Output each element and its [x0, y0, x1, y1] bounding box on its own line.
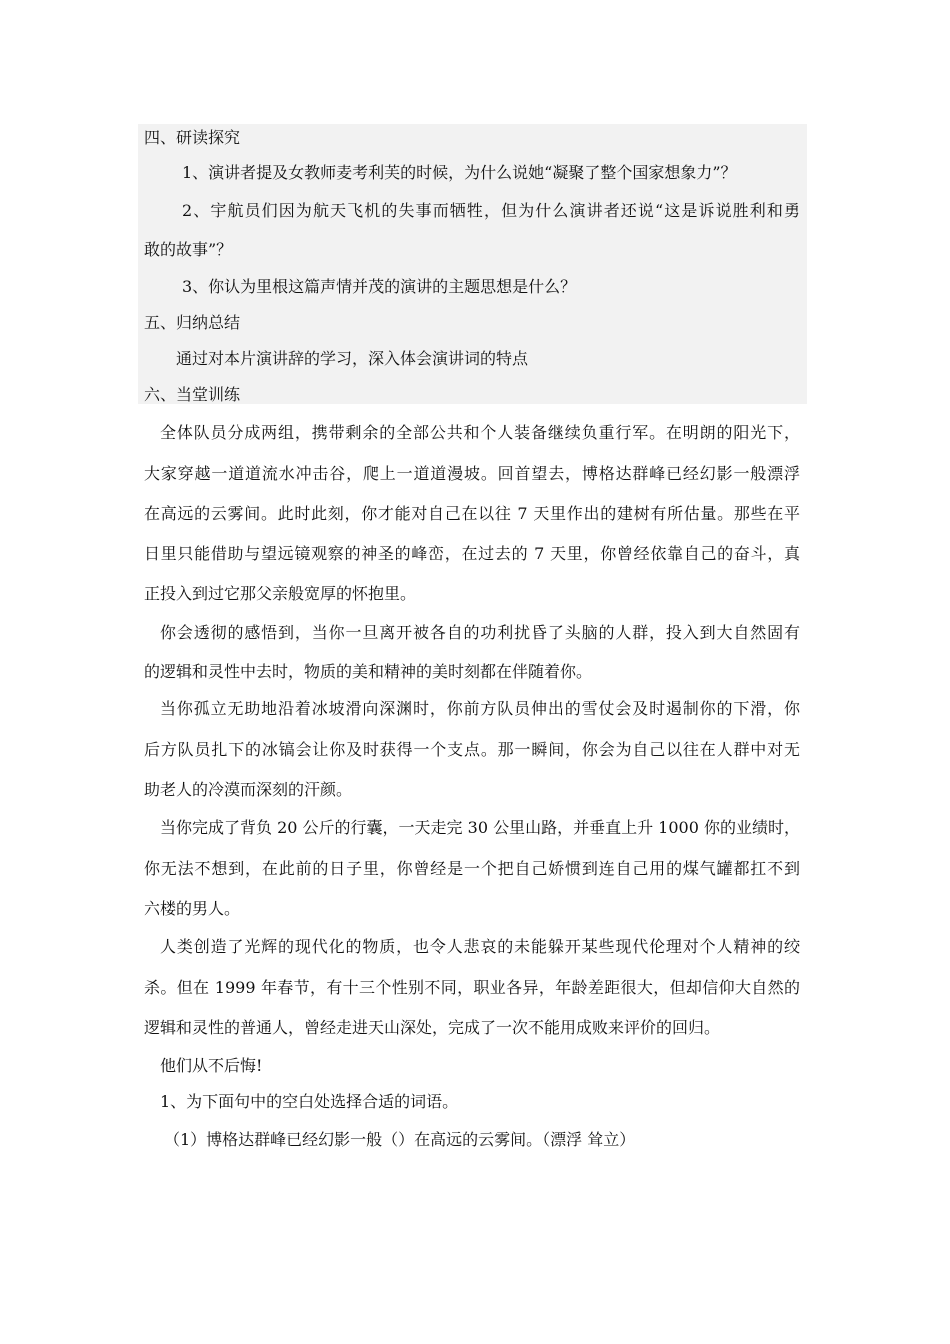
passage-line: 杀。但在 1999 年春节，有十三个性别不同，职业各异，年龄差距很大，但却信仰大自然的 — [144, 978, 800, 997]
section-5-text: 通过对本片演讲辞的学习，深入体会演讲词的特点 — [176, 349, 529, 368]
section-6-heading: 六、当堂训练 — [144, 385, 241, 404]
question-1: 1、演讲者提及女教师麦考利芙的时候，为什么说她“凝聚了整个国家想象力”？ — [182, 163, 737, 182]
question-2-line-2: 敢的故事”？ — [144, 240, 233, 259]
passage-line: 你会透彻的感悟到，当你一旦离开被各自的功利扰昏了头脑的人群，投入到大自然固有 — [160, 623, 800, 642]
passage-line: 后方队员扎下的冰镐会让你及时获得一个支点。那一瞬间，你会为自己以往在人群中对无 — [144, 740, 800, 759]
passage-line: 他们从不后悔! — [160, 1056, 263, 1075]
passage-line: 你无法不想到，在此前的日子里，你曾经是一个把自己娇惯到连自己用的煤气罐都扛不到 — [144, 859, 800, 878]
exercise-question-1: 1、为下面句中的空白处选择合适的词语。 — [160, 1092, 459, 1111]
section-5-heading: 五、归纳总结 — [144, 313, 241, 332]
passage-line: 当你完成了背负 20 公斤的行囊，一天走完 30 公里山路，并垂直上升 1000 你的业绩时， — [160, 818, 800, 837]
passage-line: 日里只能借助与望远镜观察的神圣的峰峦，在过去的 7 天里，你曾经依靠自己的奋斗，真 — [144, 544, 800, 563]
passage-line: 六楼的男人。 — [144, 899, 241, 918]
passage-line: 全体队员分成两组，携带剩余的全部公共和个人装备继续负重行军。在明朗的阳光下， — [160, 423, 800, 442]
passage-line: 人类创造了光辉的现代化的物质，也令人悲哀的未能躲开某些现代伦理对个人精神的绞 — [160, 937, 800, 956]
passage-line: 当你孤立无助地沿着冰坡滑向深渊时，你前方队员伸出的雪仗会及时遏制你的下滑，你 — [160, 699, 800, 718]
question-2-line-1: 2、宇航员们因为航天飞机的失事而牺牲，但为什么演讲者还说“这是诉说胜利和勇 — [182, 201, 800, 220]
passage-line: 在高远的云雾间。此时此刻，你才能对自己在以往 7 天里作出的建树有所估量。那些在平 — [144, 504, 800, 523]
passage-line: 大家穿越一道道流水冲击谷，爬上一道道漫坡。回首望去，博格达群峰已经幻影一般漂浮 — [144, 464, 800, 483]
passage-line: 助老人的冷漠而深刻的汗颜。 — [144, 780, 353, 799]
exercise-question-1-1: （1）博格达群峰已经幻影一般（）在高远的云雾间。（漂浮 耸立） — [164, 1130, 636, 1149]
passage-line: 的逻辑和灵性中去时，物质的美和精神的美时刻都在伴随着你。 — [144, 662, 593, 681]
passage-line: 逻辑和灵性的普通人，曾经走进天山深处，完成了一次不能用成败来评价的回归。 — [144, 1018, 721, 1037]
passage-line: 正投入到过它那父亲般宽厚的怀抱里。 — [144, 584, 417, 603]
question-3: 3、你认为里根这篇声情并茂的演讲的主题思想是什么？ — [182, 277, 577, 296]
section-4-heading: 四、研读探究 — [144, 128, 241, 147]
